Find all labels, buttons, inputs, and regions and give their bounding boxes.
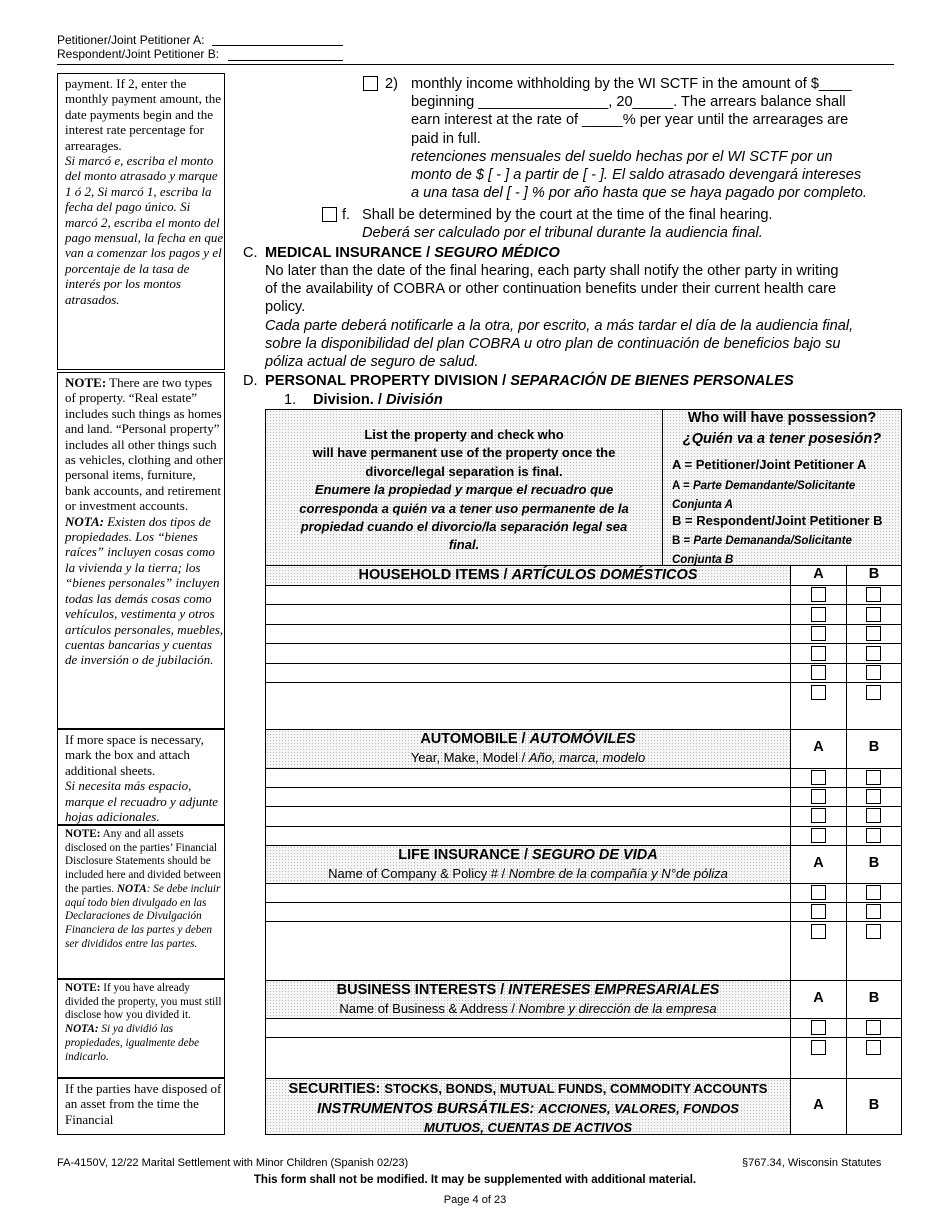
respondent-name-field[interactable] [228,46,343,61]
option-2-checkbox[interactable] [363,76,378,91]
household-row-2-a-checkbox[interactable] [811,607,826,622]
row-divider [265,902,902,903]
section-c-es-line-3: póliza actual de seguro de salud. [265,354,479,371]
option-f-label: f. [342,207,351,223]
row-divider [265,682,902,683]
life-row-2-a-checkbox[interactable] [811,904,826,919]
household-row-3-a-checkbox[interactable] [811,626,826,641]
household-row-1-a-checkbox[interactable] [811,587,826,602]
row-divider [265,643,902,644]
option-2-line-2: beginning ________________, 20_____. The arrears balance shall [411,94,846,111]
automobile-row-2-b-checkbox[interactable] [866,789,881,804]
option-2-number: 2) [385,76,398,92]
household-col-b: B [868,566,880,582]
section-c-letter: C. [243,245,258,261]
option-f-es: Deberá ser calculado por el tribunal durante la audiencia final. [362,225,763,242]
table-intro-es-3: propiedad cuando el divorcio/la separación legal sea [300,519,628,535]
table-intro-es-4: final. [448,537,480,553]
sidebar-note-disclosure [57,825,225,979]
sidebar-note-divided-en: If you have already divided the property, you must still disclose how you divided it. [65,982,222,1022]
life-title-es: SEGURO DE VIDA [532,847,658,863]
business-title [266,981,790,1000]
row-divider [265,604,902,605]
row-divider [265,921,902,922]
section-c-title [265,244,560,262]
automobile-col-b: B [868,739,880,755]
section-d-letter: D. [243,373,258,389]
possession-question-en: Who will have possession? [687,410,877,426]
household-title-es: ARTÍCULOS DOMÉSTICOS [511,567,698,583]
section-d-title [265,372,794,390]
option-2-line-4: paid in full. [411,130,481,147]
section-c-en-line-1: No later than the date of the final hearing, each party shall notify the other party in writing [265,263,839,279]
note-label: NOTE: [65,982,101,994]
section-c-title-en: MEDICAL INSURANCE / [265,245,435,261]
automobile-row-3-a-checkbox[interactable] [811,808,826,823]
sidebar-note-arrears [57,73,225,370]
possession-a-es [672,477,898,514]
automobile-title-en: AUTOMOBILE / [420,731,530,747]
section-d-1-title-en: Division. / [313,392,386,408]
securities-col-b: B [868,1097,880,1113]
sidebar-note-disposed-en: If the parties have disposed of an asset from the time the Financial [65,1081,222,1127]
possession-b-es [672,532,898,569]
section-d-1-title [313,391,443,409]
life-insurance-header [266,846,790,883]
life-col-b: B [868,855,880,871]
household-row-1-b-checkbox[interactable] [866,587,881,602]
sidebar-note-more-space [57,729,225,825]
household-row-4-a-checkbox[interactable] [811,646,826,661]
automobile-sub-es: Año, marca, modelo [528,750,646,765]
section-c-en-line-2: of the availability of COBRA or other continuation benefits under their current health care [265,281,837,298]
automobile-row-2-a-checkbox[interactable] [811,789,826,804]
household-row-6-a-checkbox[interactable] [811,685,826,700]
automobile-col-a: A [813,739,824,755]
section-c-body [265,262,905,371]
row-divider [265,806,902,807]
securities-t2-small: ACCIONES, VALORES, FONDOS [538,1101,739,1116]
business-title-es: INTERESES EMPRESARIALES [508,982,720,998]
household-row-6-b-checkbox[interactable] [866,685,881,700]
statute-ref: §767.34, Wisconsin Statutes [742,1157,882,1169]
household-col-a: A [813,566,824,582]
life-sub-en: Name of Company & Policy # / [328,866,509,881]
table-intro-es-2: corresponda a quién va a tener uso permanente de la [299,500,629,516]
col-b-divider [846,566,847,1135]
life-row-3-a-checkbox[interactable] [811,924,826,939]
business-row-2-a-checkbox[interactable] [811,1040,826,1055]
row-divider [265,663,902,664]
row-divider [265,585,902,586]
securities-t2-big: INSTRUMENTOS BURSÁTILES: [317,1101,539,1117]
table-intro-en-3: divorce/legal separation is final. [365,463,563,479]
securities-title-3: MUTUOS, CUENTAS DE ACTIVOS [423,1120,632,1135]
table-intro-cell [265,409,663,566]
life-insurance-subtitle [266,865,790,882]
option-2-es-line-2: monto de $ [ - ] a partir de [ - ]. El saldo atrasado devengará intereses [411,167,862,184]
section-c-en-line-3: policy. [265,299,306,316]
nota-label: NOTA [116,882,147,895]
possession-a-es-prefix: A = [672,480,693,492]
row-divider [265,768,902,769]
securities-header [266,1079,790,1134]
possession-b-es-prefix: B = [672,535,694,547]
section-d-1-title-es: División [385,392,443,408]
household-row-5-a-checkbox[interactable] [811,665,826,680]
table-intro-en-1: List the property and check who [364,427,564,442]
option-2-es-line-1: retenciones mensuales del sueldo hechas por el WI SCTF por un [411,148,833,165]
automobile-row-1-b-checkbox[interactable] [866,770,881,785]
petitioner-label: Petitioner/Joint Petitioner A: [57,33,205,47]
sidebar-note-disclosure-en: Any and all assets disclosed on the parties’ Financial Disclosure Statements should be included here and divided between the parties. [65,828,221,895]
automobile-sub-en: Year, Make, Model / [410,750,529,765]
section-c-es-line-2: sobre la disponibilidad del plan COBRA u otro plan de continuación de beneficios bajo su [265,335,841,352]
row-divider [265,1018,902,1019]
section-d-title-en: PERSONAL PROPERTY DIVISION / [265,373,511,389]
securities-title-1 [266,1079,790,1099]
sidebar-note-divided-es: Si ya dividió las propiedades, igualmente debe indicarlo. [65,1023,200,1063]
petitioner-name-field[interactable] [212,31,343,46]
sidebar-note-divided [57,979,225,1078]
possession-b-en: B = Respondent/Joint Petitioner B [672,513,883,528]
automobile-title-es: AUTOMÓVILES [529,731,636,747]
sidebar-note-disposed [57,1078,225,1135]
row-divider [265,624,902,625]
household-row-2-b-checkbox[interactable] [866,607,881,622]
business-row-2-b-checkbox[interactable] [866,1040,881,1055]
sidebar-note-property-en: There are two types of property. “Real estate” includes such things as homes and land. “Personal property” includes all other things such as vehicles, clothing and other personal items, furniture, bank accounts, and retirement or investment accounts. [65,375,223,514]
automobile-row-4-a-checkbox[interactable] [811,828,826,843]
life-sub-es: Nombre de la compañía y N°de póliza [508,866,728,881]
life-row-1-b-checkbox[interactable] [866,885,881,900]
business-header [266,981,790,1018]
life-insurance-title [266,846,790,865]
household-title [266,566,790,585]
note-label: NOTE: [65,375,107,390]
business-row-1-b-checkbox[interactable] [866,1020,881,1035]
respondent-label: Respondent/Joint Petitioner B: [57,47,220,61]
nota-label: NOTA: [65,1023,99,1036]
business-col-a: A [813,990,824,1006]
table-intro-es-1: Enumere la propiedad y marque el recuadro que [314,482,614,498]
business-sub-en: Name of Business & Address / [339,1001,519,1016]
modification-notice: This form shall not be modified. It may be supplemented with additional material. [253,1174,697,1186]
page-number: Page 4 of 23 [443,1194,507,1206]
household-header [266,566,790,585]
section-d-1-number: 1. [284,392,297,408]
row-divider [265,1037,902,1038]
section-d-title-es: SEPARACIÓN DE BIENES PERSONALES [510,373,794,389]
sidebar-note-space-en: If more space is necessary, mark the box and attach additional sheets. [65,732,204,778]
option-2-es-line-3: a una tasa del [ - ] % por año hasta que se haya pagado por completo. [411,185,867,202]
business-subtitle [266,1000,790,1017]
household-row-5-b-checkbox[interactable] [866,665,881,680]
option-2-text [411,75,901,202]
life-col-a: A [813,855,824,871]
header-rule [57,64,894,65]
life-row-2-b-checkbox[interactable] [866,904,881,919]
household-row-3-b-checkbox[interactable] [866,626,881,641]
sidebar-note-property-es: Existen dos tipos de propiedades. Los “bienes raíces” incluyen cosas como la vivienda y la tierra; los “bienes personales” incluyen todas las demás cosas como vehículos, vestimenta y otros artículos personales, muebles, cuentas bancarias y cuentas de inversión o de jubilación. [65,513,224,668]
household-title-en: HOUSEHOLD ITEMS / [358,567,512,583]
business-row-1-a-checkbox[interactable] [811,1020,826,1035]
option-2-line-1: monthly income withholding by the WI SCTF in the amount of $____ [411,76,852,92]
option-2-line-3: earn interest at the rate of _____% per year until the arrearages are [411,112,849,129]
nota-label: NOTA: [65,513,104,529]
sidebar-note-disclosure-es: : Se debe incluir aquí todo bien divulgado en las Declaraciones de Divulgación Financiera de las partes y deben ser divididos entre las partes. [65,882,221,950]
securities-t1-small: STOCKS, BONDS, MUTUAL FUNDS, COMMODITY ACCOUNTS [384,1081,768,1096]
section-c-title-es: SEGURO MÉDICO [434,245,560,261]
business-col-b: B [868,990,880,1006]
row-divider [265,826,902,827]
automobile-title [266,730,790,749]
option-f-en: Shall be determined by the court at the time of the final hearing. [362,207,773,223]
securities-title-2 [266,1099,790,1119]
automobile-row-4-b-checkbox[interactable] [866,828,881,843]
sidebar-note-space-es: Si necesita más espacio, marque el recuadro y adjunte hojas adicionales. [65,778,219,825]
possession-a-en: A = Petitioner/Joint Petitioner A [672,457,867,472]
household-row-4-b-checkbox[interactable] [866,646,881,661]
possession-a-es-text: Parte Demandante/Solicitante Conjunta A [672,480,856,511]
sidebar-note-arrears-es: Si marcó e, escriba el monto del monto atrasado y marque 1 ó 2, Si marcó 1, escriba la fecha del pago único. Si marcó 2, escriba el monto del pago mensual, la fecha en que van a comenzar los pagos y el porcentaje de la tasa de interés por los montos atrasados. [65,153,224,307]
securities-col-a: A [813,1097,824,1113]
form-id: FA-4150V, 12/22 Marital Settlement with Minor Children (Spanish 02/23) [57,1157,409,1169]
automobile-row-1-a-checkbox[interactable] [811,770,826,785]
row-divider [265,883,902,884]
automobile-header [266,730,790,768]
possession-question-es: ¿Quién va a tener posesión? [682,431,882,447]
col-a-divider [790,566,791,1135]
sidebar-note-arrears-en: payment. If 2, enter the monthly payment amount, the date payments begin and the interest rate percentage for arrearages. [65,76,221,153]
option-f-checkbox[interactable] [322,207,337,222]
life-title-en: LIFE INSURANCE / [398,847,533,863]
life-row-1-a-checkbox[interactable] [811,885,826,900]
business-sub-es: Nombre y dirección de la empresa [518,1001,717,1016]
section-c-es-line-1: Cada parte deberá notificarle a la otra, por escrito, a más tardar el día de la audiencia final, [265,317,854,334]
securities-t1-big: SECURITIES: [288,1081,385,1097]
table-possession-cell [662,409,902,566]
table-intro-en-2: will have permanent use of the property once the [312,445,616,461]
automobile-subtitle [266,749,790,766]
row-divider [265,787,902,788]
option-f-text [362,206,902,242]
automobile-row-3-b-checkbox[interactable] [866,808,881,823]
business-title-en: BUSINESS INTERESTS / [336,982,509,998]
life-row-3-b-checkbox[interactable] [866,924,881,939]
possession-b-es-text: Parte Demananda/Solicitante Conjunta B [672,535,852,566]
sidebar-note-property-types [57,372,225,729]
note-label: NOTE: [65,828,101,840]
